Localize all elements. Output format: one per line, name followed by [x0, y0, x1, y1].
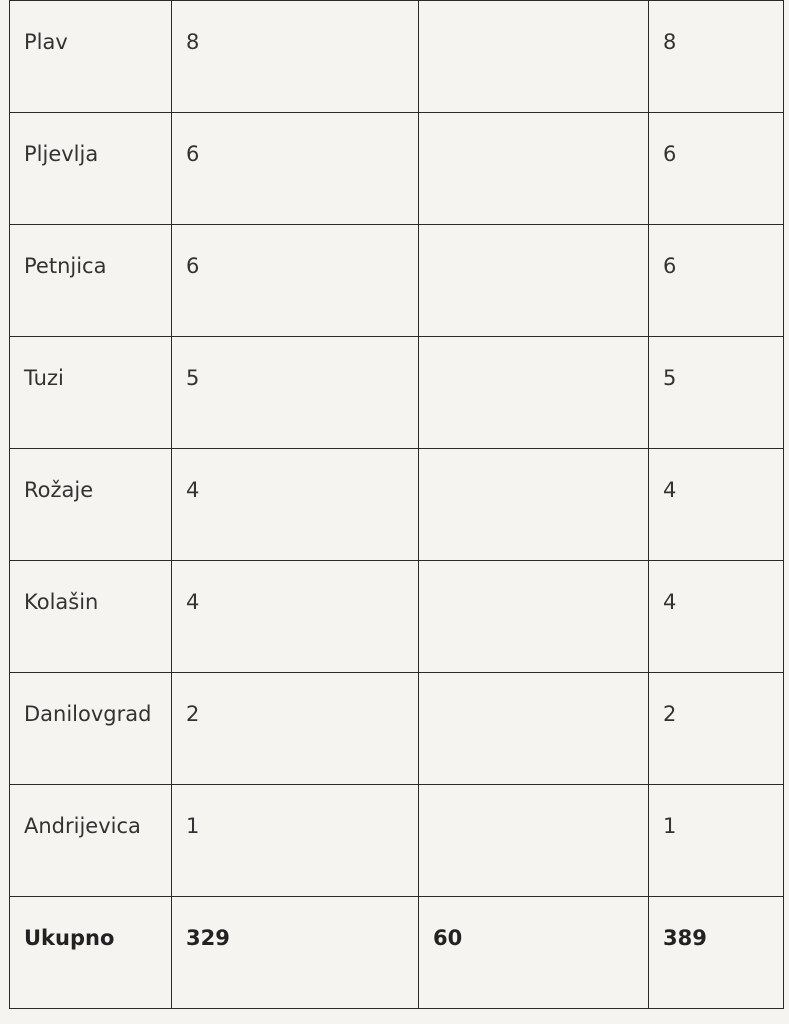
grand-total-cell: 389: [649, 897, 784, 1009]
table-row: [10, 113, 784, 225]
table-row: [10, 337, 784, 449]
value-cell: 6: [172, 225, 419, 337]
value-cell: 2: [172, 673, 419, 785]
municipality-cell: Petnjica: [10, 225, 172, 337]
value-cell: 8: [172, 1, 419, 113]
value-cell: [419, 113, 649, 225]
value-cell: [419, 1, 649, 113]
table-row: [10, 561, 784, 673]
value-cell: [419, 561, 649, 673]
table-row: [10, 449, 784, 561]
total-value-cell: 329: [172, 897, 419, 1009]
value-cell: 6: [172, 113, 419, 225]
municipality-cell: Pljevlja: [10, 113, 172, 225]
table-row: [10, 225, 784, 337]
total-cell: 5: [649, 337, 784, 449]
total-value-cell: 60: [419, 897, 649, 1009]
value-cell: [419, 337, 649, 449]
value-cell: 4: [172, 561, 419, 673]
value-cell: 5: [172, 337, 419, 449]
table-body: [10, 1, 784, 1009]
table-row: [10, 1, 784, 113]
municipality-cell: Kolašin: [10, 561, 172, 673]
total-cell: 6: [649, 225, 784, 337]
table-total-row: [10, 897, 784, 1009]
municipality-cell: Tuzi: [10, 337, 172, 449]
total-cell: 4: [649, 561, 784, 673]
value-cell: 1: [172, 785, 419, 897]
total-cell: 1: [649, 785, 784, 897]
table-row: [10, 785, 784, 897]
municipality-cell: Rožaje: [10, 449, 172, 561]
value-cell: [419, 449, 649, 561]
value-cell: [419, 785, 649, 897]
municipality-cell: Andrijevica: [10, 785, 172, 897]
municipality-cell: Plav: [10, 1, 172, 113]
data-table: [9, 0, 784, 1009]
value-cell: [419, 673, 649, 785]
total-cell: 8: [649, 1, 784, 113]
total-label-cell: Ukupno: [10, 897, 172, 1009]
value-cell: [419, 225, 649, 337]
total-cell: 2: [649, 673, 784, 785]
total-cell: 6: [649, 113, 784, 225]
value-cell: 4: [172, 449, 419, 561]
table-row: [10, 673, 784, 785]
total-cell: 4: [649, 449, 784, 561]
municipality-cell: Danilovgrad: [10, 673, 172, 785]
